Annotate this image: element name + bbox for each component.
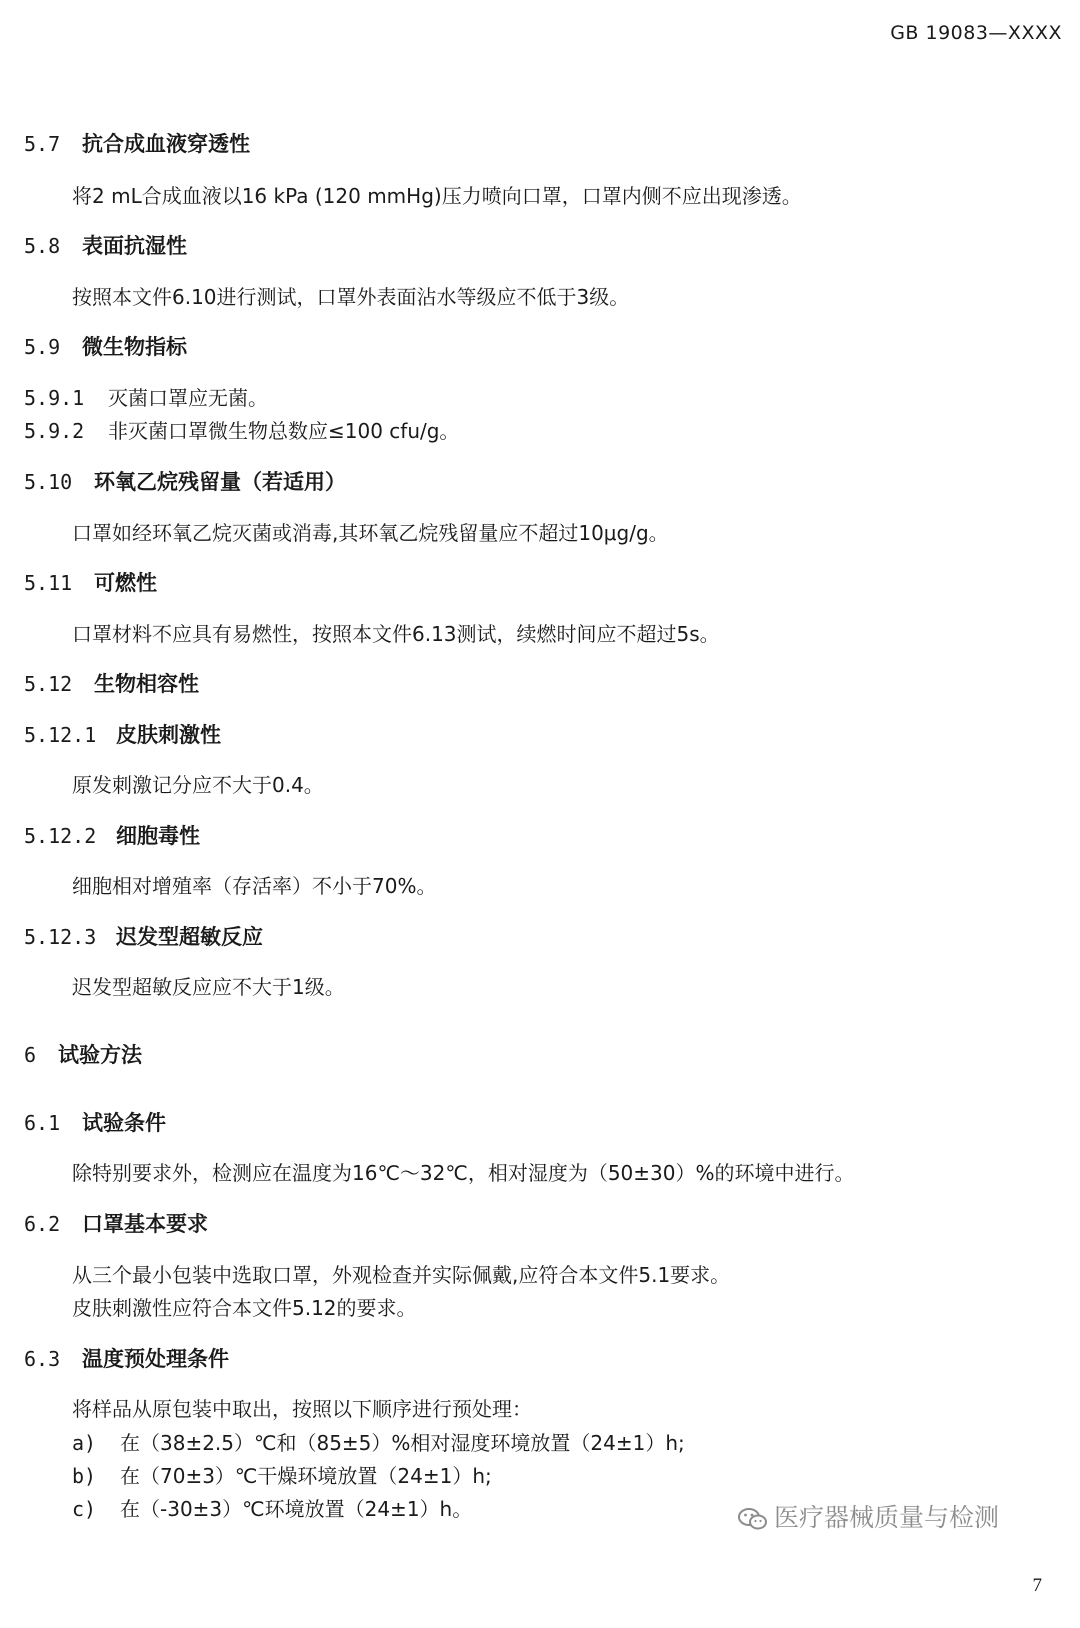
subclause-5-9-1 <box>24 388 268 408</box>
heading-number: 6.3 <box>24 1347 61 1371</box>
list-item-b <box>72 1466 492 1486</box>
heading-title: 皮肤刺激性 <box>116 723 221 747</box>
heading-6-1 <box>24 1113 166 1134</box>
heading-number: 5.12 <box>24 672 73 696</box>
heading-title: 试验条件 <box>82 1111 166 1135</box>
subclause-5-9-2 <box>24 421 459 441</box>
paragraph: 将样品从原包装中取出，按照以下顺序进行预处理： <box>72 1397 532 1421</box>
list-text: 在（70±3）℃干燥环境放置（24±1）h; <box>120 1464 492 1488</box>
paragraph: 口罩如经环氧乙烷灭菌或消毒,其环氧乙烷残留量应不超过10μg/g。 <box>72 521 669 545</box>
paragraph: 皮肤刺激性应符合本文件5.12的要求。 <box>72 1296 417 1320</box>
heading-number: 5.12.1 <box>24 723 97 747</box>
heading-number: 5.12.2 <box>24 824 97 848</box>
subclause-number: 5.9.1 <box>24 386 85 410</box>
list-label: b) <box>72 1464 97 1488</box>
heading-5-12-1 <box>24 725 221 746</box>
page-number: 7 <box>1032 1575 1042 1596</box>
document-code: GB 19083—XXXX <box>890 22 1062 44</box>
heading-5-12 <box>24 674 199 695</box>
heading-title: 环氧乙烷残留量（若适用） <box>94 470 346 494</box>
heading-5-12-3 <box>24 927 263 948</box>
heading-5-11 <box>24 573 157 594</box>
heading-title: 抗合成血液穿透性 <box>82 132 250 156</box>
heading-title: 细胞毒性 <box>116 824 200 848</box>
heading-5-9 <box>24 337 187 358</box>
heading-6-3 <box>24 1349 229 1370</box>
list-label: a) <box>72 1431 97 1455</box>
heading-6-2 <box>24 1214 208 1235</box>
list-text: 在（-30±3）℃环境放置（24±1）h。 <box>120 1497 473 1521</box>
heading-title: 微生物指标 <box>82 335 187 359</box>
heading-title: 表面抗湿性 <box>82 234 187 258</box>
heading-5-8 <box>24 236 187 257</box>
heading-number: 5.11 <box>24 571 73 595</box>
list-label: c) <box>72 1497 97 1521</box>
paragraph: 口罩材料不应具有易燃性，按照本文件6.13测试，续燃时间应不超过5s。 <box>72 622 720 646</box>
paragraph: 细胞相对增殖率（存活率）不小于70%。 <box>72 874 437 898</box>
heading-5-7 <box>24 134 250 155</box>
wechat-icon <box>738 1507 768 1531</box>
heading-number: 6.2 <box>24 1212 61 1236</box>
watermark-text: 医疗器械质量与检测 <box>774 1503 1000 1532</box>
heading-number: 5.12.3 <box>24 925 97 949</box>
heading-6 <box>24 1045 142 1066</box>
heading-title: 口罩基本要求 <box>82 1212 208 1236</box>
heading-title: 生物相容性 <box>94 672 199 696</box>
heading-title: 试验方法 <box>58 1043 142 1067</box>
heading-number: 5.9 <box>24 335 61 359</box>
heading-number: 6 <box>24 1043 37 1067</box>
paragraph: 按照本文件6.10进行测试，口罩外表面沾水等级应不低于3级。 <box>72 285 630 309</box>
list-text: 在（38±2.5）℃和（85±5）%相对湿度环境放置（24±1）h; <box>120 1431 685 1455</box>
list-item-a <box>72 1433 685 1453</box>
heading-number: 5.8 <box>24 234 61 258</box>
paragraph: 从三个最小包装中选取口罩，外观检查并实际佩戴,应符合本文件5.1要求。 <box>72 1263 731 1287</box>
subclause-text: 非灭菌口罩微生物总数应≤100 cfu/g。 <box>108 419 460 443</box>
subclause-text: 灭菌口罩应无菌。 <box>108 386 268 410</box>
watermark <box>738 1498 999 1534</box>
subclause-number: 5.9.2 <box>24 419 85 443</box>
heading-title: 可燃性 <box>94 571 157 595</box>
heading-title: 迟发型超敏反应 <box>116 925 263 949</box>
heading-number: 5.7 <box>24 132 61 156</box>
list-item-c <box>72 1499 472 1519</box>
heading-number: 5.10 <box>24 470 73 494</box>
heading-5-10 <box>24 472 346 493</box>
paragraph: 除特别要求外，检测应在温度为16℃～32℃，相对湿度为（50±30）%的环境中进行。 <box>72 1161 855 1185</box>
heading-number: 6.1 <box>24 1111 61 1135</box>
heading-title: 温度预处理条件 <box>82 1347 229 1371</box>
paragraph: 迟发型超敏反应应不大于1级。 <box>72 975 345 999</box>
paragraph: 原发刺激记分应不大于0.4。 <box>72 773 324 797</box>
heading-5-12-2 <box>24 826 200 847</box>
paragraph: 将2 mL合成血液以16 kPa (120 mmHg)压力喷向口罩，口罩内侧不应出现渗透。 <box>72 184 802 208</box>
